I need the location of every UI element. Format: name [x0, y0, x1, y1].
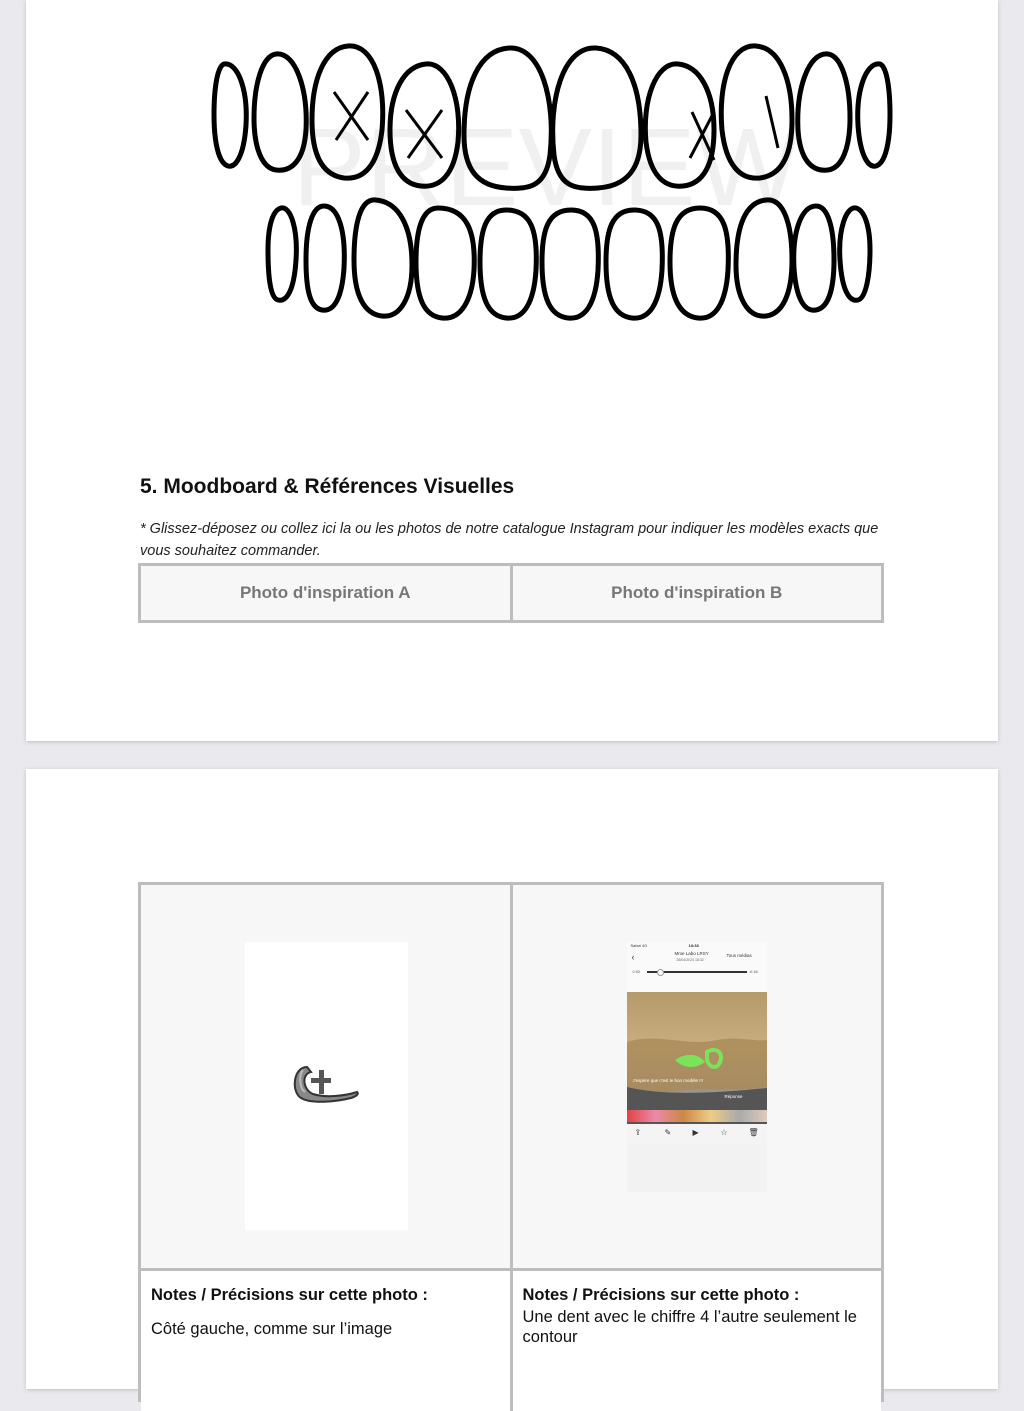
notes-title-b: Notes / Précisions sur cette photo :	[522, 1286, 800, 1304]
time-elapsed: 0:02	[632, 969, 641, 974]
inspiration-photo-table	[138, 882, 884, 1402]
video-progress-track	[647, 971, 747, 973]
upper-tooth-9	[798, 54, 850, 170]
document-page-1	[26, 0, 998, 741]
section-title: 5. Moodboard & Références Visuelles	[140, 475, 515, 498]
upper-tooth-1	[214, 64, 246, 166]
upper-tooth-10	[858, 64, 890, 166]
document-page-2	[26, 769, 998, 1389]
notes-text-b[interactable]: Une dent avec le chiffre 4 l’autre seulement le contour	[522, 1308, 857, 1346]
time-remaining: -0:18	[748, 969, 758, 974]
message-date: 26/04/2024 18:32	[676, 958, 704, 962]
preview-watermark: PREVIEW	[292, 106, 800, 229]
photo-row	[141, 885, 881, 1271]
notes-title-a: Notes / Précisions sur cette photo :	[151, 1286, 428, 1304]
inspiration-photo-a	[245, 942, 408, 1230]
media-thumbnail-strip	[627, 1110, 767, 1122]
back-chevron-icon: ‹	[631, 952, 635, 962]
photo-header-a: Photo d'inspiration A	[239, 583, 411, 602]
notes-text-a[interactable]: Côté gauche, comme sur l’image	[151, 1320, 393, 1338]
share-icon: ⇪	[634, 1128, 642, 1137]
section-instructions: * Glissez-déposez ou collez ici la ou les photos de notre catalogue Instagram pour indiquer les modèles exacts que vous souhaitez commander.	[140, 521, 879, 559]
status-left: Safari 4G	[630, 943, 648, 948]
phone-header	[627, 942, 767, 992]
trash-icon: 🗑	[748, 1128, 759, 1137]
notes-cell-b[interactable]	[510, 1271, 882, 1411]
lower-tooth-10	[794, 206, 834, 310]
inspiration-header-table	[138, 563, 884, 623]
inspiration-photo-b-screenshot	[627, 942, 767, 1192]
sender-name: Mme Labo LRSY	[674, 951, 709, 956]
photo-header-b: Photo d'inspiration B	[510, 566, 882, 620]
photo-cell-a[interactable]	[141, 885, 510, 1268]
reply-label: Réponse	[724, 1094, 743, 1099]
notes-row	[141, 1271, 881, 1411]
notes-cell-a[interactable]	[141, 1271, 510, 1411]
lower-tooth-11	[840, 208, 870, 300]
all-media-link: Tous médias	[726, 953, 752, 958]
message-caption: J'espère que c'est le bon modèle !!!	[632, 1078, 704, 1083]
video-progress-thumb	[657, 969, 664, 976]
status-time: 18:38	[688, 943, 699, 948]
teeth-diagram	[176, 30, 916, 330]
star-icon: ☆	[720, 1128, 728, 1137]
grill-piece-image	[245, 942, 408, 1230]
markup-icon: ✎	[664, 1128, 672, 1137]
photo-cell-b[interactable]	[510, 885, 882, 1268]
phone-toolbar	[627, 1124, 767, 1144]
play-icon: ▶	[692, 1128, 699, 1137]
